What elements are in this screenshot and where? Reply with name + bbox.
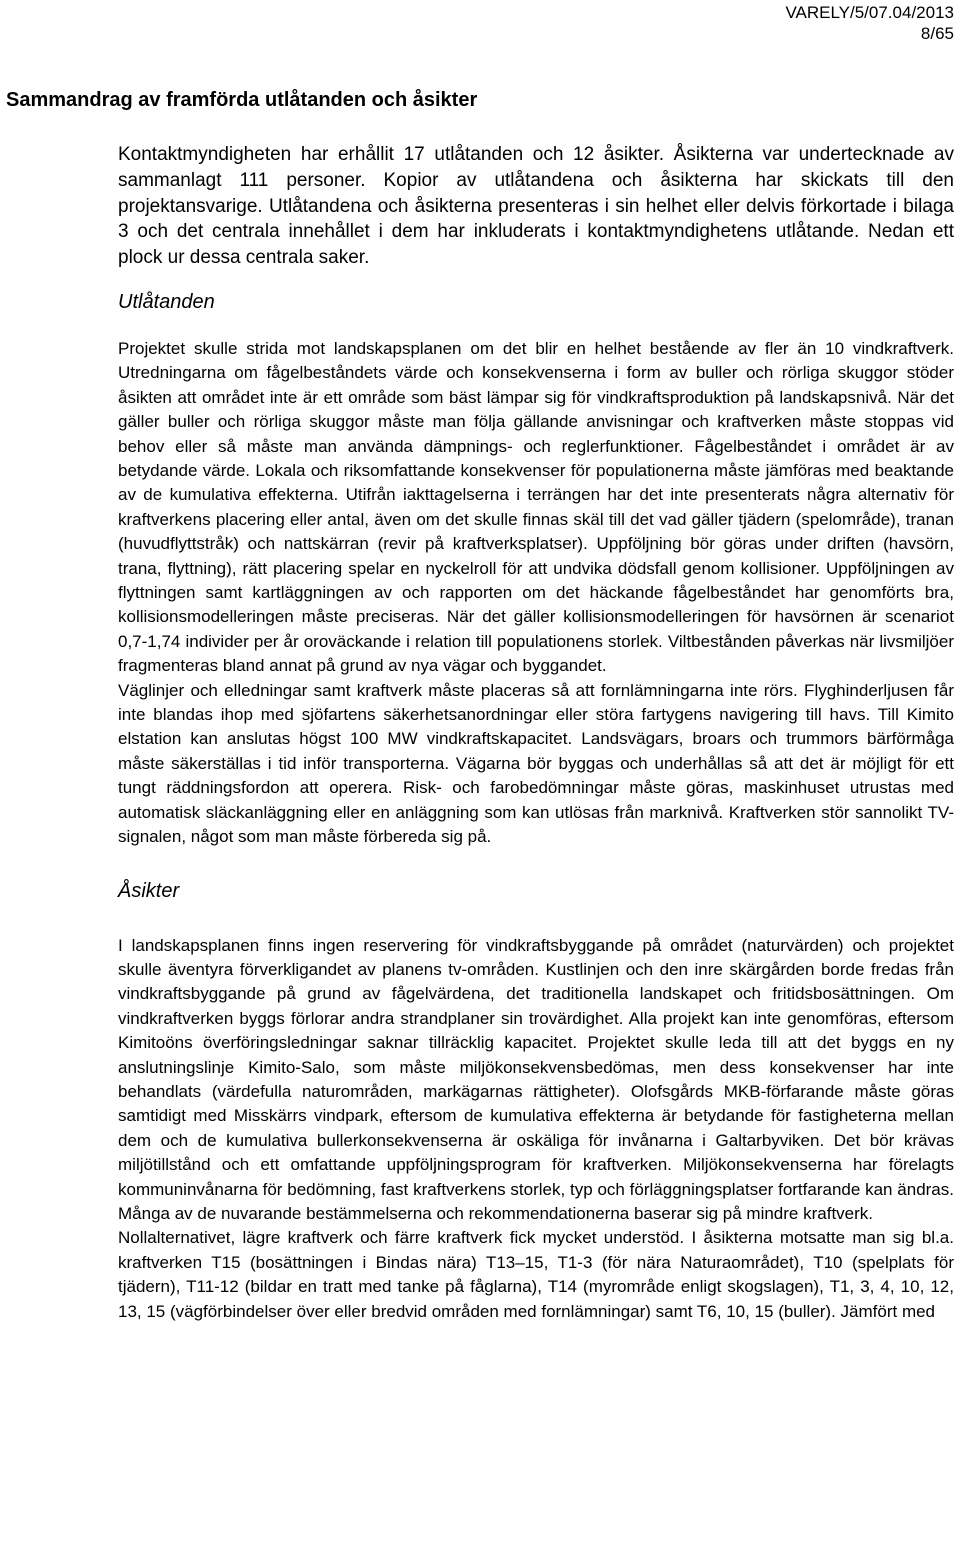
utlatanden-paragraph-2: Väglinjer och elledningar samt kraftverk måste placeras så att fornlämningarna inte rörs. Flyghinderljusen får inte blandas ihop med sjöfartens säkerhetsanordningar eller störa fartygens navigering till havs. Till Kimito elstation kan anslutas högst 100 MW vindkraftskapacitet. Landsvägars, broars och trummors bärförmåga måste säkerställas i tid inför transporterna. Vägarna bör byggas och underhållas så att det är möjligt för ett tungt räddningsfordon att operera. Risk- och farobedömningar måste göras, maskinhuset utrustas med automatisk släckanläggning eller en anläggning som kan utlösas från marknivå. Kraftverken stör sannolikt TV-signalen, något som man måste förbereda sig på. bbox=[118, 680, 954, 847]
intro-paragraph: Kontaktmyndigheten har erhållit 17 utlåtanden och 12 åsikter. Åsikterna var undertecknade av sammanlagt 111 personer. Kopior av utlåtandena och åsikterna har skickats till den projektansvarige. Utlåtandena och åsikterna presenteras i sin helhet eller delvis förkortade i bilaga 3 och det centrala innehållet i dem har inkluderats i kontaktmyndighetens utlåtande. Nedan ett plock ur dessa centrala saker. bbox=[118, 144, 954, 269]
section-heading-utlatanden: Utlåtanden bbox=[118, 290, 215, 313]
document-reference: VARELY/5/07.04/2013 bbox=[785, 3, 954, 22]
utlatanden-paragraph-1: Projektet skulle strida mot landskapsplanen om det blir en helhet bestående av fler än 10 vindkraftverk. Utredningarna om fågelbeståndets värde och konsekvenserna i form av buller och rörliga skuggor stöder åsikten att området inte är ett område som bäst lämpar sig för vindkraftsproduktion på landskapsnivå. När det gäller buller och rörliga skuggor måste man följa gällande anvisningar och kraftverken måste stoppas vid behov eller så måste man använda dämpnings- och reglerfunktioner. Fågelbeståndet i området är av betydande värde. Lokala och riksomfattande konsekvenser för populationerna måste jämföras med beaktande av de kumulativa effekterna. Utifrån iakttagelserna i terrängen har det inte presenterats några alternativ för kraftverkens placering eller antal, även om det skulle finnas skäl till det vad gäller tjädern (spelområde), tranan (huvudflyttstråk) och nattskärran (revir på kraftverksplatser). Uppföljning bör göras under driften (havsörn, trana, flyttning), rätt placering spelar en nyckelroll för att undvika dödsfall genom kollisioner. Uppföljningen av flyttningen samt kartläggningen av och rapporten om det häckande fågelbeståndet har genomförts bra, kollisionsmodelleringen måste preciseras. När det gäller kollisionsmodelleringen för havsörnen är scenariot 0,7-1,74 individer per år oroväckande i relation till populationens storlek. Viltbestånden påverkas när livsmiljöer fragmenteras bland annat på grund av nya vägar och byggandet. bbox=[118, 338, 954, 676]
main-content bbox=[118, 142, 954, 1324]
page-number: 8/65 bbox=[920, 24, 954, 43]
page-header bbox=[785, 2, 954, 44]
section-heading-asikter: Åsikter bbox=[118, 879, 180, 902]
page-title: Sammandrag av framförda utlåtanden och åsikter bbox=[6, 89, 478, 111]
asikter-paragraph-1: I landskapsplanen finns ingen reservering för vindkraftsbyggande på området (naturvärden) och projektet skulle äventyra förverkligandet av planens tv-områden. Kustlinjen och den inre skärgården borde fredas från vindkraftsbyggande på grund av fågelvärdena, det traditionella landskapet och fritidsbosättningen. Om vindkraftverken byggs förlorar andra strandplaner sin trovärdighet. Alla projekt kan inte genomföras, eftersom Kimitoöns överföringsledningar saknar tillräcklig kapacitet. Projektet skulle leda till att det byggs en ny anslutningslinje Kimito-Salo, som måste miljökonsekvensbedömas, men dess konsekvenser har inte behandlats (värdefulla naturområden, markägarnas rättigheter). Olofsgårds MKB-förfarande måste göras samtidigt med Misskärrs vindpark, eftersom de kumulativa effekterna är betydande för fastigheterna mellan dem och de kumulativa bullerkonsekvenserna är oskäliga för invånarna i Galtarbyviken. Det bör krävas miljötillstånd och ett omfattande uppföljningsprogram för kraftverken. Miljökonsekvenserna har förelagts kommuninvånarna för bedömning, fast kraftverkens storlek, typ och förläggningsplatser fortfarande kan ändras. Många av de nuvarande bestämmelserna och rekommendationerna baserar sig på mindre kraftverk. bbox=[118, 935, 954, 1223]
asikter-paragraph-2: Nollalternativet, lägre kraftverk och färre kraftverk fick mycket understöd. I åsikterna motsatte man sig bl.a. kraftverken T15 (bosättningen i Bindas nära) T13–15, T1-3 (för nära Naturaområdet), T10 (spelplats för tjädern), T11-12 (bildar en tratt med tanke på fåglarna), T14 (myrområde enligt skogslagen), T1, 3, 4, 10, 12, 13, 15 (vägförbindelser över eller bredvid områden med fornlämningar) samt T6, 10, 15 (buller). Jämfört med bbox=[118, 1228, 954, 1321]
